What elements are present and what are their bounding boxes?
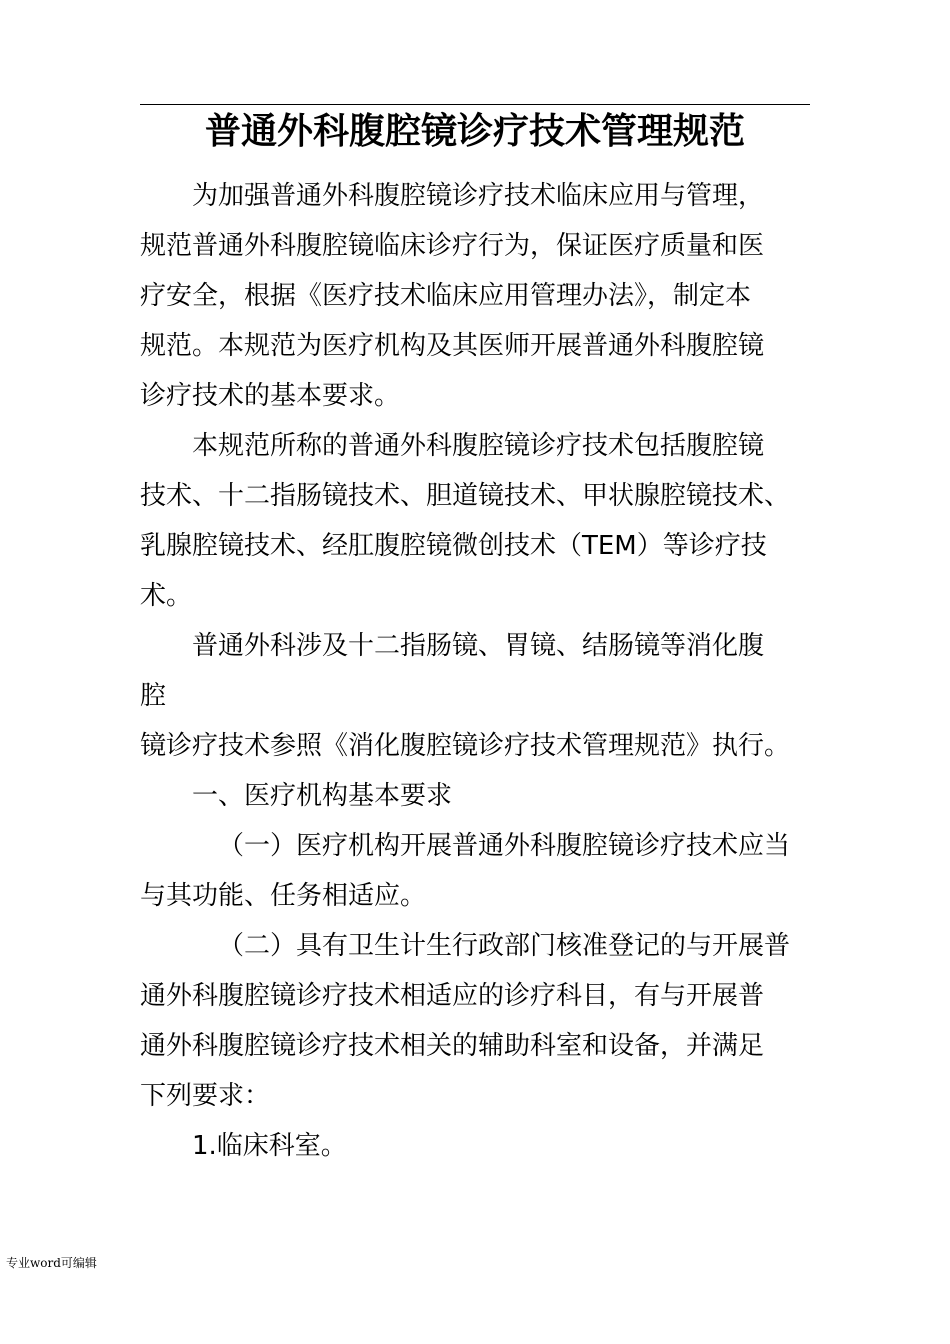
paragraph-line: 规范。本规范为医疗机构及其医师开展普通外科腹腔镜 (140, 331, 765, 361)
paragraph-line: 普通外科涉及十二指肠镜、胃镜、结肠镜等消化腹 (192, 631, 765, 661)
paragraph-line: 乳腺腔镜技术、经肛腹腔镜微创技术（TEM）等诊疗技 (140, 531, 767, 561)
paragraph-line: 本规范所称的普通外科腹腔镜诊疗技术包括腹腔镜 (192, 431, 765, 461)
paragraph-line: 术。 (140, 581, 193, 611)
paragraph-line: （二）具有卫生计生行政部门核准登记的与开展普 (218, 931, 791, 961)
paragraph-line: 镜诊疗技术参照《消化腹腔镜诊疗技术管理规范》执行。 (140, 731, 791, 761)
list-item: 1.临床科室。 (192, 1131, 347, 1161)
paragraph-line: 与其功能、任务相适应。 (140, 881, 427, 911)
paragraph-line: 技术、十二指肠镜技术、胆道镜技术、甲状腺腔镜技术、 (140, 481, 791, 511)
paragraph-line: （一）医疗机构开展普通外科腹腔镜诊疗技术应当 (218, 831, 791, 861)
document-title: 普通外科腹腔镜诊疗技术管理规范 (204, 111, 745, 152)
paragraph-line: 诊疗技术的基本要求。 (140, 381, 401, 411)
footer-note: 专业word可编辑 (6, 1256, 97, 1270)
paragraph-line: 规范普通外科腹腔镜临床诊疗行为，保证医疗质量和医 (140, 231, 765, 261)
paragraph-line: 为加强普通外科腹腔镜诊疗技术临床应用与管理， (192, 181, 765, 211)
paragraph-line: 腔 (140, 681, 167, 711)
paragraph-line: 通外科腹腔镜诊疗技术相适应的诊疗科目，有与开展普 (140, 981, 765, 1011)
header-rule (140, 104, 810, 105)
paragraph-line: 下列要求： (140, 1081, 271, 1111)
section-heading: 一、医疗机构基本要求 (192, 781, 453, 811)
paragraph-line: 疗安全，根据《医疗技术临床应用管理办法》，制定本 (140, 281, 752, 311)
paragraph-line: 通外科腹腔镜诊疗技术相关的辅助科室和设备，并满足 (140, 1031, 765, 1061)
